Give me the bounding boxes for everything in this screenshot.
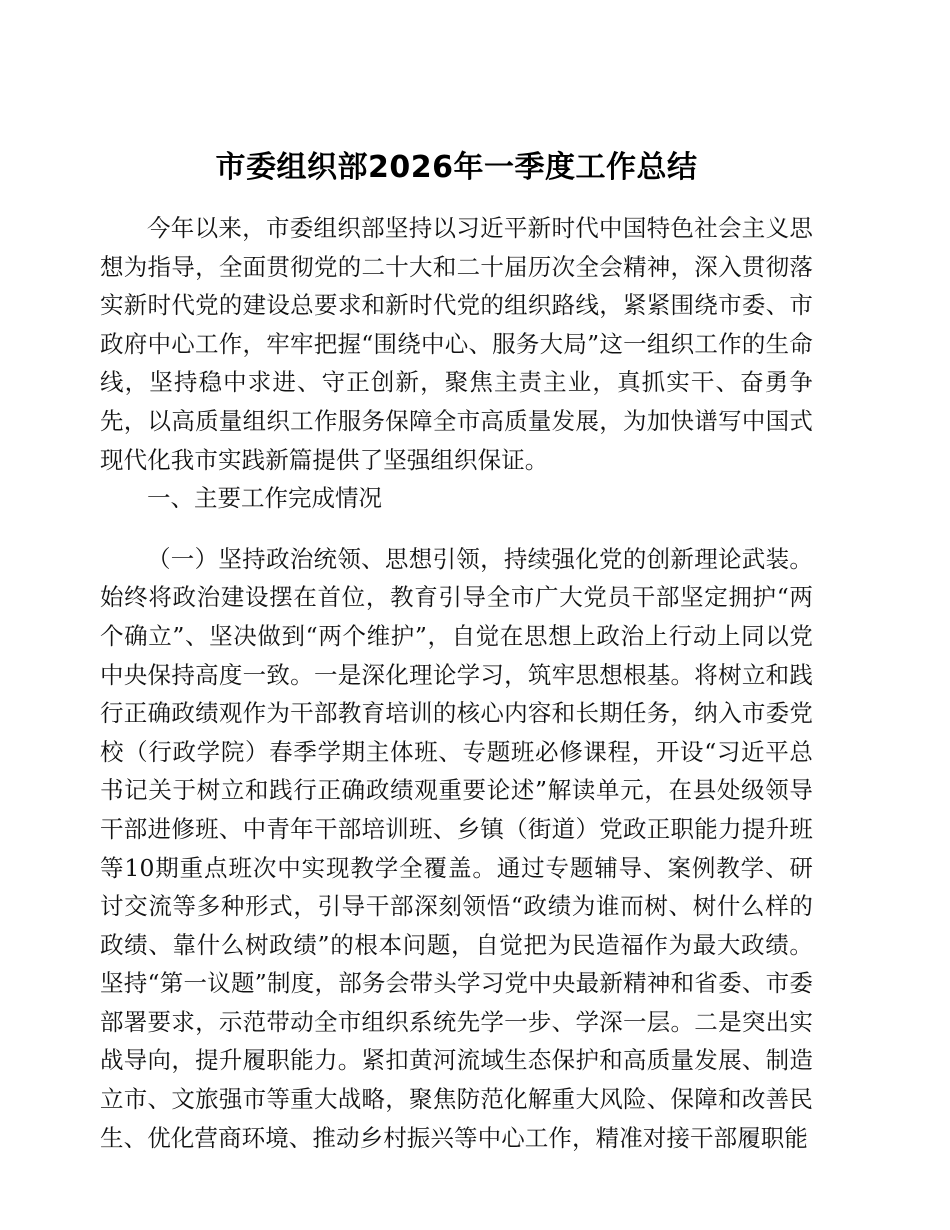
document-content bbox=[100, 0, 813, 1157]
page-title: 市委组织部2026年一季度工作总结 bbox=[215, 150, 698, 185]
section-1-subsection-1-paragraph: （一）坚持政治统领、思想引领，持续强化党的创新理论武装。始终将政治建设摆在首位，教育引导全市广大党员干部坚定拥护“两个确立”、坚决做到“两个维护”，自觉在思想上政治上行动上同以党中央保持高度一致。一是深化理论学习，筑牢思想根基。将树立和践行正确政绩观作为干部教育培训的核心内容和长期任务，纳入市委党校（行政学院）春季学期主体班、专题班必修课程，开设“习近平总书记关于树立和践行正确政绩观重要论述”解读单元，在县处级领导干部进修班、中青年干部培训班、乡镇（街道）党政正职能力提升班等10期重点班次中实现教学全覆盖。通过专题辅导、案例教学、研讨交流等多种形式，引导干部深刻领悟“政绩为谁而树、树什么样的政绩、靠什么树政绩”的根本问题，自觉把为民造福作为最大政绩。坚持“第一议题”制度，部务会带头学习党中央最新精神和省委、市委部署要求，示范带动全市组织系统先学一步、学深一层。二是突出实战导向，提升履职能力。紧扣黄河流域生态保护和高质量发展、制造立市、文旅强市等重大战略，聚焦防范化解重大风险、保障和改善民生、优化营商环境、推动乡村振兴等中心工作，精准对接干部履职能 bbox=[100, 544, 813, 1152]
section-heading-1: 一、主要工作完成情况 bbox=[147, 484, 382, 513]
intro-paragraph: 今年以来，市委组织部坚持以习近平新时代中国特色社会主义思想为指导，全面贯彻党的二十大和二十届历次全会精神，深入贯彻落实新时代党的建设总要求和新时代党的组织路线，紧紧围绕市委、市政府中心工作，牢牢把握“围绕中心、服务大局”这一组织工作的生命线，坚持稳中求进、守正创新，聚焦主责主业，真抓实干、奋勇争先，以高质量组织工作服务保障全市高质量发展，为加快谱写中国式现代化我市实践新篇提供了坚强组织保证。 bbox=[100, 214, 813, 474]
